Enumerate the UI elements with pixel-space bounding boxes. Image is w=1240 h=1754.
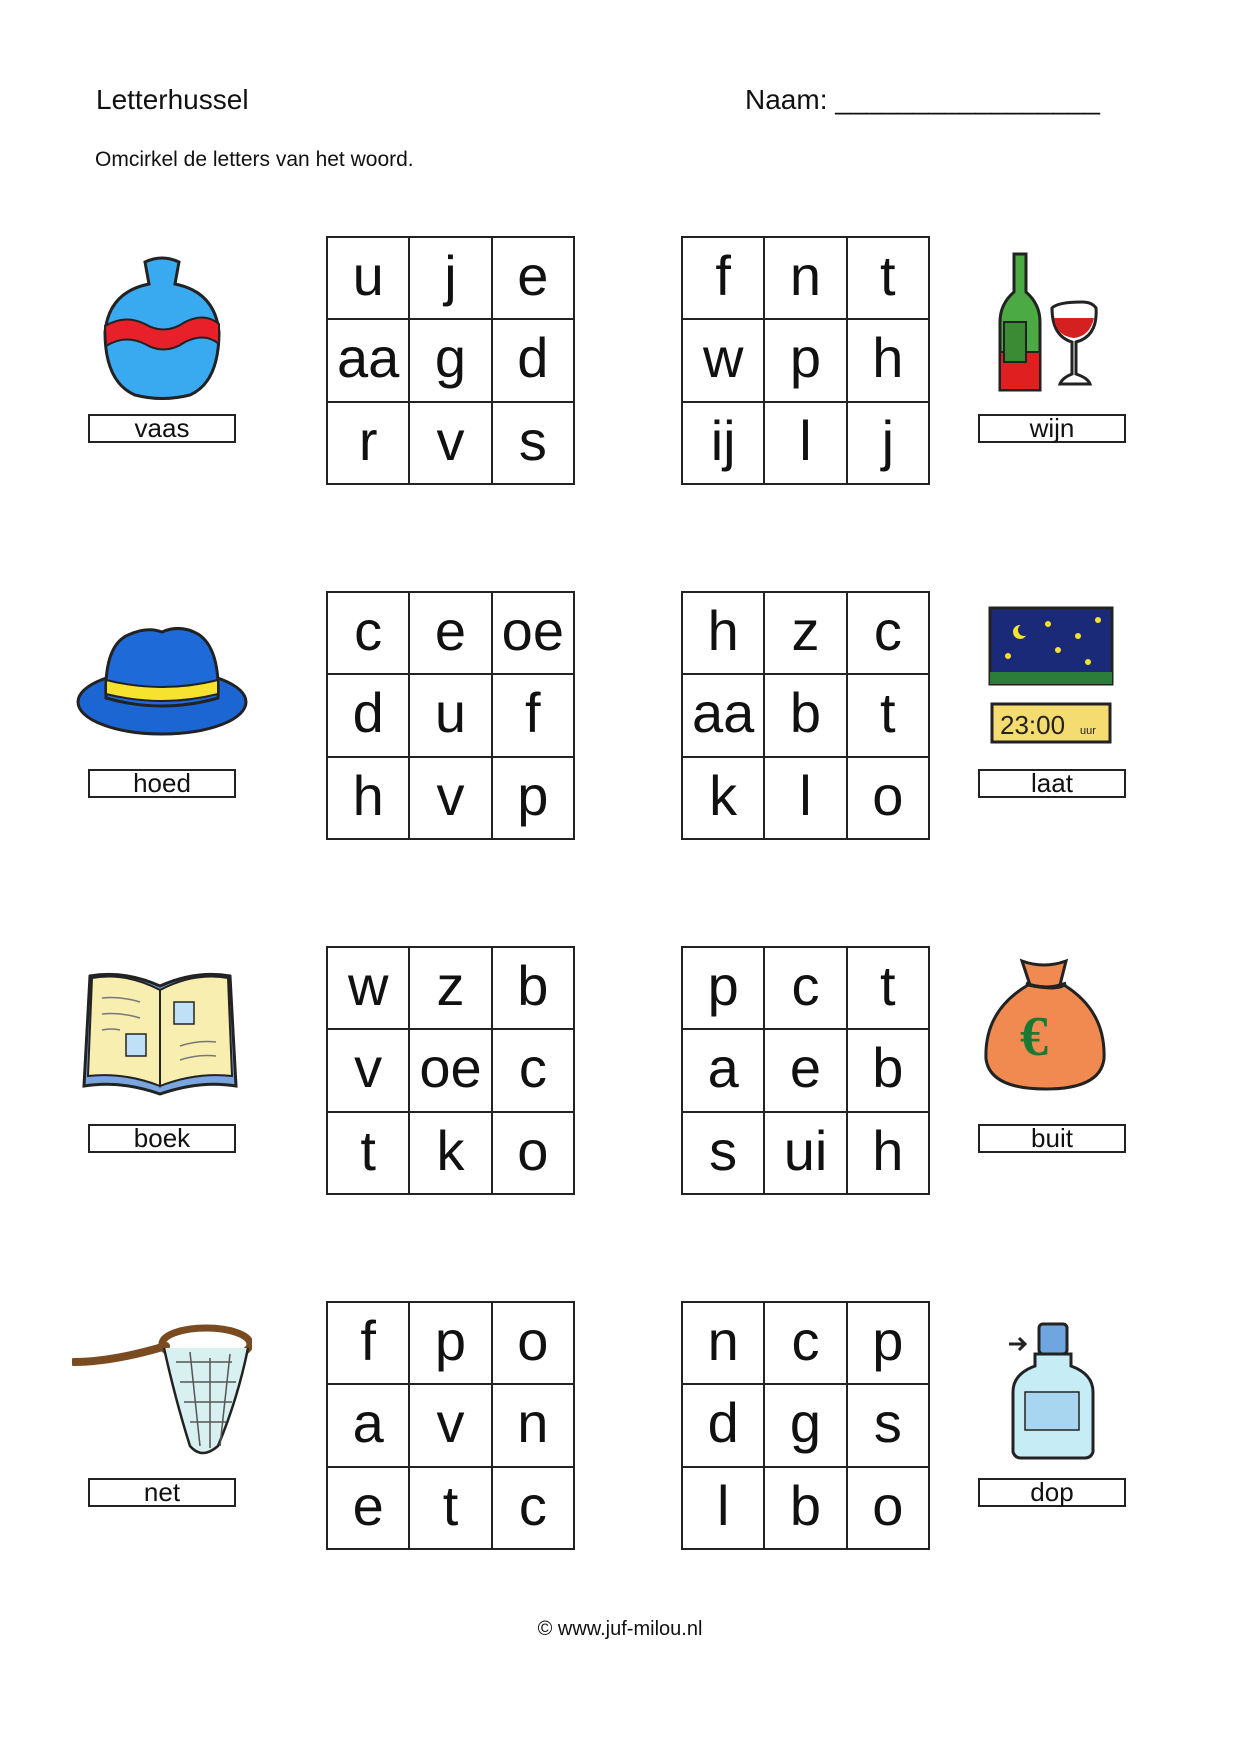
letter-cell[interactable]: e	[492, 237, 574, 319]
letter-cell[interactable]: t	[847, 674, 929, 756]
page-title: Letterhussel	[96, 84, 249, 115]
net-icon	[72, 1322, 252, 1462]
letter-cell[interactable]: s	[847, 1384, 929, 1466]
letter-cell[interactable]: c	[492, 1467, 574, 1549]
letter-cell[interactable]: t	[327, 1112, 409, 1194]
letter-grid	[326, 236, 575, 485]
letter-cell[interactable]: c	[847, 592, 929, 674]
letter-grid	[326, 591, 575, 840]
letter-cell[interactable]: j	[847, 402, 929, 484]
letter-cell[interactable]: v	[327, 1029, 409, 1111]
word-label: net	[88, 1478, 236, 1507]
letter-cell[interactable]: u	[327, 237, 409, 319]
letter-cell[interactable]: c	[492, 1029, 574, 1111]
letter-cell[interactable]: h	[327, 757, 409, 839]
word-label: hoed	[88, 769, 236, 798]
name-field[interactable]: Naam: _________________	[745, 84, 1100, 115]
letter-cell[interactable]: n	[682, 1302, 764, 1384]
letter-cell[interactable]: z	[764, 592, 846, 674]
letter-cell[interactable]: e	[327, 1467, 409, 1549]
letter-cell[interactable]: k	[409, 1112, 491, 1194]
letter-cell[interactable]: o	[492, 1112, 574, 1194]
letter-cell[interactable]: c	[764, 947, 846, 1029]
letter-cell[interactable]: t	[409, 1467, 491, 1549]
letter-cell[interactable]: u	[409, 674, 491, 756]
letter-grid	[681, 591, 930, 840]
letter-cell[interactable]: oe	[409, 1029, 491, 1111]
hat-icon	[76, 618, 248, 738]
letter-cell[interactable]: ui	[764, 1112, 846, 1194]
word-label: buit	[978, 1124, 1126, 1153]
letter-cell[interactable]: p	[409, 1302, 491, 1384]
letter-cell[interactable]: h	[847, 1112, 929, 1194]
wine-icon	[992, 252, 1112, 392]
clock-unit: uur	[1080, 725, 1096, 737]
letter-cell[interactable]: l	[764, 402, 846, 484]
letter-cell[interactable]: f	[327, 1302, 409, 1384]
letter-cell[interactable]: z	[409, 947, 491, 1029]
bottle-icon	[1005, 1320, 1105, 1460]
letter-cell[interactable]: b	[764, 1467, 846, 1549]
letter-cell[interactable]: oe	[492, 592, 574, 674]
letter-cell[interactable]: g	[764, 1384, 846, 1466]
clock-time: 23:00	[1000, 710, 1066, 740]
letter-cell[interactable]: b	[847, 1029, 929, 1111]
letter-cell[interactable]: a	[682, 1029, 764, 1111]
letter-cell[interactable]: d	[327, 674, 409, 756]
euro-sign: €	[1020, 1006, 1048, 1068]
letter-cell[interactable]: n	[492, 1384, 574, 1466]
letter-cell[interactable]: e	[764, 1029, 846, 1111]
letter-grid	[326, 1301, 575, 1550]
letter-cell[interactable]: b	[492, 947, 574, 1029]
letter-cell[interactable]: aa	[327, 319, 409, 401]
footer-credit: © www.juf-milou.nl	[537, 1618, 703, 1640]
letter-grid	[681, 1301, 930, 1550]
letter-cell[interactable]: l	[764, 757, 846, 839]
letter-cell[interactable]: w	[682, 319, 764, 401]
letter-cell[interactable]: p	[847, 1302, 929, 1384]
letter-cell[interactable]: t	[847, 947, 929, 1029]
letter-cell[interactable]: h	[682, 592, 764, 674]
letter-cell[interactable]: f	[492, 674, 574, 756]
letter-cell[interactable]: r	[327, 402, 409, 484]
letter-cell[interactable]: o	[492, 1302, 574, 1384]
letter-cell[interactable]: l	[682, 1467, 764, 1549]
letter-cell[interactable]: c	[764, 1302, 846, 1384]
letter-grid	[681, 946, 930, 1195]
letter-cell[interactable]: p	[492, 757, 574, 839]
letter-cell[interactable]: s	[682, 1112, 764, 1194]
word-label: vaas	[88, 414, 236, 443]
night-clock-icon	[988, 606, 1118, 746]
word-label: dop	[978, 1478, 1126, 1507]
letter-cell[interactable]: n	[764, 237, 846, 319]
letter-cell[interactable]: v	[409, 1384, 491, 1466]
letter-cell[interactable]: j	[409, 237, 491, 319]
letter-cell[interactable]: c	[327, 592, 409, 674]
letter-cell[interactable]: v	[409, 402, 491, 484]
letter-cell[interactable]: aa	[682, 674, 764, 756]
letter-cell[interactable]: w	[327, 947, 409, 1029]
letter-cell[interactable]: d	[682, 1384, 764, 1466]
letter-cell[interactable]: p	[764, 319, 846, 401]
instruction: Omcirkel de letters van het woord.	[95, 148, 414, 171]
letter-cell[interactable]: h	[847, 319, 929, 401]
letter-cell[interactable]: s	[492, 402, 574, 484]
letter-grid	[681, 236, 930, 485]
word-label: wijn	[978, 414, 1126, 443]
vase-icon	[95, 252, 230, 402]
letter-cell[interactable]: f	[682, 237, 764, 319]
money-bag-icon	[980, 955, 1110, 1095]
letter-cell[interactable]: g	[409, 319, 491, 401]
letter-cell[interactable]: v	[409, 757, 491, 839]
letter-cell[interactable]: t	[847, 237, 929, 319]
letter-cell[interactable]: o	[847, 757, 929, 839]
letter-cell[interactable]: d	[492, 319, 574, 401]
letter-cell[interactable]: e	[409, 592, 491, 674]
letter-grid	[326, 946, 575, 1195]
letter-cell[interactable]: a	[327, 1384, 409, 1466]
letter-cell[interactable]: p	[682, 947, 764, 1029]
letter-cell[interactable]: b	[764, 674, 846, 756]
word-label: laat	[978, 769, 1126, 798]
letter-cell[interactable]: k	[682, 757, 764, 839]
book-icon	[80, 968, 240, 1098]
letter-cell[interactable]: o	[847, 1467, 929, 1549]
letter-cell[interactable]: ij	[682, 402, 764, 484]
word-label: boek	[88, 1124, 236, 1153]
